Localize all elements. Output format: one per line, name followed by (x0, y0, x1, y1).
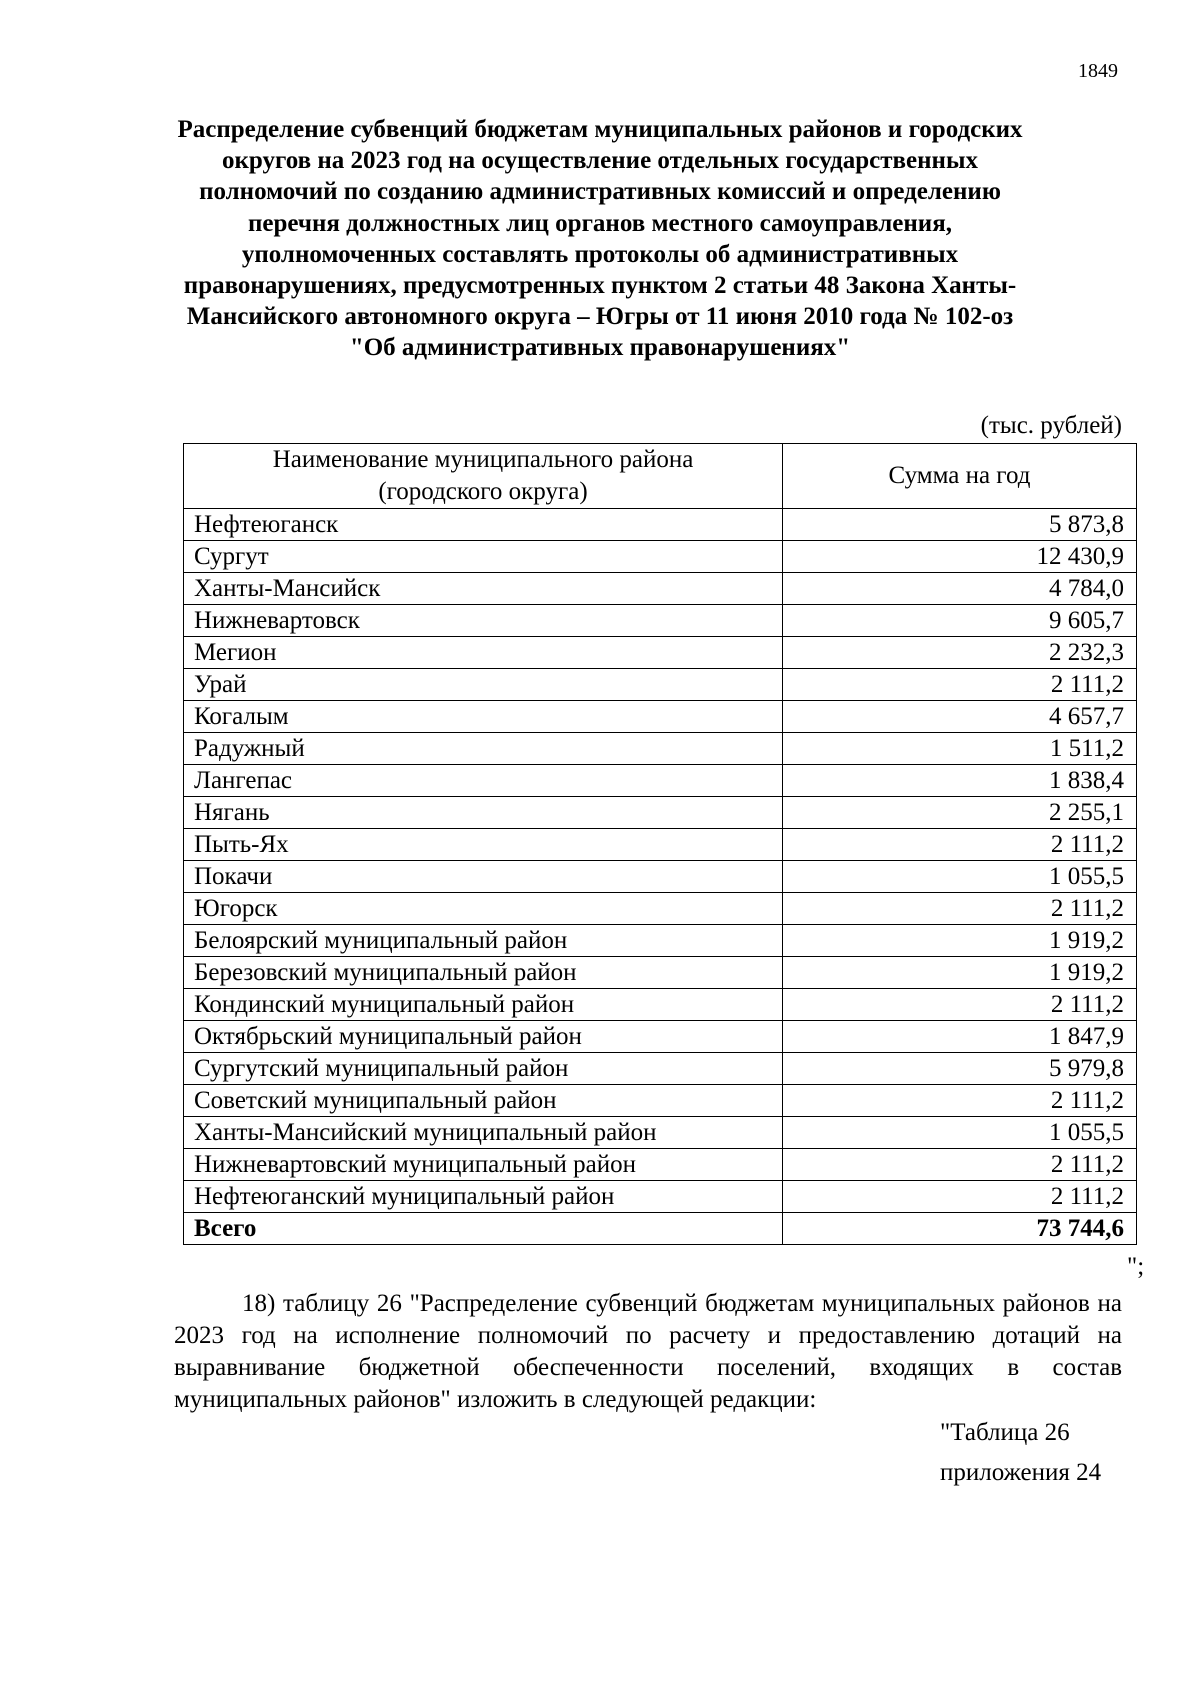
closing-quote: "; (1127, 1253, 1145, 1280)
table-ref-line: приложения 24 (940, 1459, 1102, 1486)
table-row (184, 797, 1137, 829)
table-row (184, 1117, 1137, 1149)
title-line: полномочий по созданию административных комиссий и определению (199, 178, 1001, 206)
amount-cell: 2 111,2 (783, 989, 1137, 1021)
amount-cell: 2 111,2 (783, 829, 1137, 861)
amount-cell: 2 111,2 (783, 1149, 1137, 1181)
district-name-cell: Березовский муниципальный район (184, 957, 783, 989)
header-name-cell (184, 444, 783, 509)
district-name-cell: Лангепас (184, 765, 783, 797)
district-name-cell: Радужный (184, 733, 783, 765)
district-name-cell: Советский муниципальный район (184, 1085, 783, 1117)
document-title (160, 114, 1040, 364)
table-row (184, 509, 1137, 541)
district-name-cell: Нижневартовский муниципальный район (184, 1149, 783, 1181)
amount-cell: 2 255,1 (783, 797, 1137, 829)
amount-cell: 2 111,2 (783, 893, 1137, 925)
table-row (184, 989, 1137, 1021)
district-name-cell: Октябрьский муниципальный район (184, 1021, 783, 1053)
table-ref-line: "Таблица 26 (940, 1419, 1070, 1446)
district-name-cell: Сургут (184, 541, 783, 573)
amendment-paragraph: 18) таблицу 26 "Распределение субвенций бюджетам муниципальных районов на 2023 год на исполнение полномочий по расчету и предоставлению дотаций на выравнивание бюджетной обеспеченности поселений, входящих в состав муниципальных районов" изложить в следующей редакции: (174, 1290, 1122, 1413)
table-row (184, 765, 1137, 797)
table-row (184, 861, 1137, 893)
table-row (184, 733, 1137, 765)
distribution-table-wrapper (183, 443, 1137, 1245)
table-reference (940, 1413, 1101, 1493)
amount-cell: 5 979,8 (783, 1053, 1137, 1085)
district-name-cell: Покачи (184, 861, 783, 893)
distribution-table (183, 443, 1137, 1245)
amount-cell: 1 055,5 (783, 861, 1137, 893)
amount-cell: 2 111,2 (783, 1085, 1137, 1117)
district-name-cell: Сургутский муниципальный район (184, 1053, 783, 1085)
header-name-line: (городского округа) (378, 478, 588, 505)
amount-cell: 1 919,2 (783, 925, 1137, 957)
amount-cell: 9 605,7 (783, 605, 1137, 637)
district-name-cell: Югорск (184, 893, 783, 925)
units-label: (тыс. рублей) (980, 412, 1122, 439)
district-name-cell: Ханты-Мансийск (184, 573, 783, 605)
table-row (184, 605, 1137, 637)
title-line: перечня должностных лиц органов местного самоуправления, (248, 209, 952, 237)
table-row (184, 1149, 1137, 1181)
district-name-cell: Нижневартовск (184, 605, 783, 637)
amount-cell: 1 511,2 (783, 733, 1137, 765)
amount-cell: 1 055,5 (783, 1117, 1137, 1149)
table-row (184, 925, 1137, 957)
table-row (184, 829, 1137, 861)
page-number: 1849 (1078, 60, 1118, 82)
total-label-cell: Всего (184, 1213, 783, 1245)
title-line: правонарушениях, предусмотренных пунктом 2 статьи 48 Закона Ханты- (183, 272, 1017, 300)
table-total-row (184, 1213, 1137, 1245)
table-body (184, 509, 1137, 1245)
district-name-cell: Урай (184, 669, 783, 701)
title-line: округов на 2023 год на осуществление отдельных государственных (222, 147, 978, 175)
amount-cell: 2 111,2 (783, 1181, 1137, 1213)
district-name-cell: Кондинский муниципальный район (184, 989, 783, 1021)
table-row (184, 541, 1137, 573)
table-row (184, 1021, 1137, 1053)
header-amount-cell: Сумма на год (783, 444, 1137, 509)
table-row (184, 1053, 1137, 1085)
district-name-cell: Нефтеюганск (184, 509, 783, 541)
table-row (184, 957, 1137, 989)
table-header-row (184, 444, 1137, 509)
amount-cell: 4 784,0 (783, 573, 1137, 605)
amount-cell: 4 657,7 (783, 701, 1137, 733)
district-name-cell: Ханты-Мансийский муниципальный район (184, 1117, 783, 1149)
amount-cell: 1 838,4 (783, 765, 1137, 797)
header-name-line: Наименование муниципального района (272, 446, 694, 473)
amount-cell: 1 847,9 (783, 1021, 1137, 1053)
title-line: Мансийского автономного округа – Югры от 11 июня 2010 года № 102-оз (186, 303, 1014, 331)
table-row (184, 1181, 1137, 1213)
title-line: "Об административных правонарушениях" (349, 334, 851, 362)
district-name-cell: Пыть-Ях (184, 829, 783, 861)
district-name-cell: Мегион (184, 637, 783, 669)
total-amount-cell: 73 744,6 (783, 1213, 1137, 1245)
district-name-cell: Нефтеюганский муниципальный район (184, 1181, 783, 1213)
amount-cell: 2 111,2 (783, 669, 1137, 701)
amount-cell: 12 430,9 (783, 541, 1137, 573)
table-row (184, 701, 1137, 733)
amount-cell: 2 232,3 (783, 637, 1137, 669)
table-row (184, 573, 1137, 605)
district-name-cell: Когалым (184, 701, 783, 733)
title-line: уполномоченных составлять протоколы об административных (241, 240, 959, 268)
amount-cell: 1 919,2 (783, 957, 1137, 989)
district-name-cell: Белоярский муниципальный район (184, 925, 783, 957)
amount-cell: 5 873,8 (783, 509, 1137, 541)
district-name-cell: Нягань (184, 797, 783, 829)
table-row (184, 1085, 1137, 1117)
table-row (184, 669, 1137, 701)
table-row (184, 893, 1137, 925)
table-row (184, 637, 1137, 669)
title-line: Распределение субвенций бюджетам муниципальных районов и городских (177, 116, 1023, 143)
